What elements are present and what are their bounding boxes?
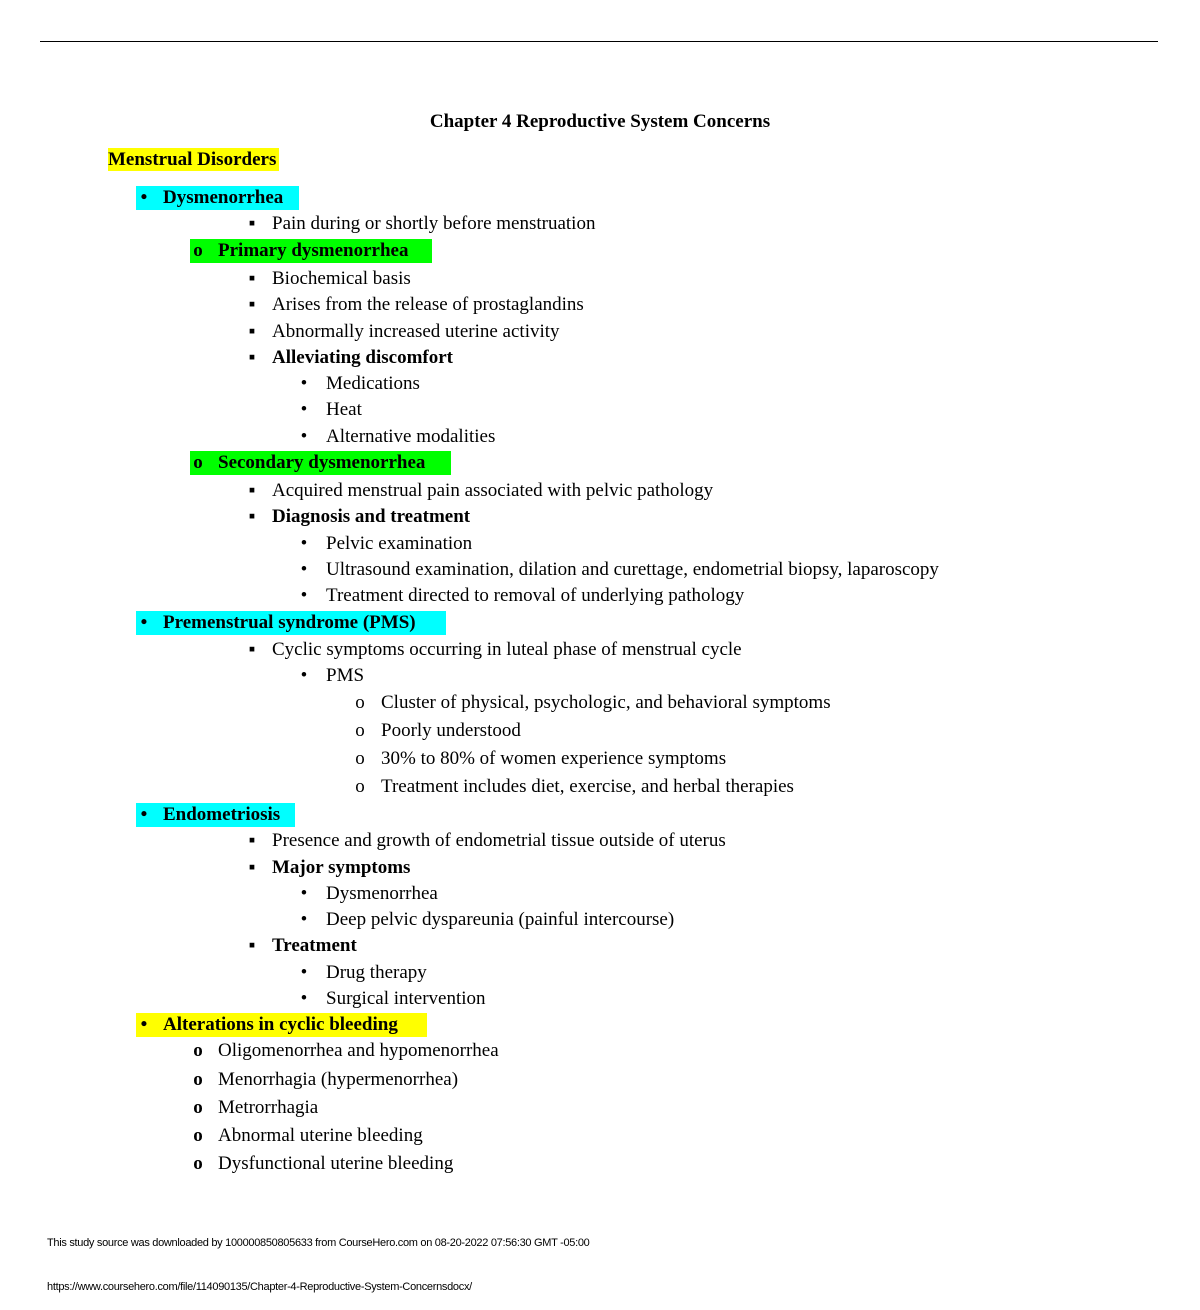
list-item-label: Abnormal uterine bleeding — [218, 1125, 423, 1146]
list-item-label: Premenstrual syndrome (PMS) — [163, 612, 416, 633]
list-item-label: Ultrasound examination, dilation and curettage, endometrial biopsy, laparoscopy — [326, 559, 939, 580]
disc-bullet-icon: • — [300, 909, 308, 930]
disc-bullet-icon: • — [140, 804, 148, 825]
list-item-label: Menorrhagia (hypermenorrhea) — [218, 1069, 459, 1090]
square-bullet-icon: ▪ — [248, 347, 256, 368]
disc-bullet-icon: • — [300, 533, 308, 554]
list-item-label: Secondary dysmenorrhea — [218, 452, 426, 473]
list-item-label: Abnormally increased uterine activity — [272, 321, 560, 342]
square-bullet-icon: ▪ — [248, 213, 256, 234]
square-bullet-icon: ▪ — [248, 506, 256, 527]
circle-bullet-icon: o — [355, 720, 365, 741]
list-item-label: Dysmenorrhea — [326, 883, 438, 904]
disc-bullet-icon: • — [140, 187, 148, 208]
disc-bullet-icon: • — [300, 988, 308, 1009]
list-item-label: Deep pelvic dyspareunia (painful intercourse) — [326, 909, 675, 930]
disc-bullet-icon: • — [300, 373, 308, 394]
footer-source: This study source was downloaded by 100000850805633 from CourseHero.com on 08-20-2022 07:56:30 GMT -05:00 — [47, 1237, 590, 1249]
page-title: Chapter 4 Reproductive System Concerns — [429, 111, 771, 132]
square-bullet-icon: ▪ — [248, 321, 256, 342]
section-heading — [108, 149, 279, 171]
circle-bullet-icon: o — [193, 452, 203, 473]
disc-bullet-icon: • — [300, 962, 308, 983]
list-item-label: Pain during or shortly before menstruation — [272, 213, 596, 234]
header-rule — [40, 41, 1158, 42]
square-bullet-icon: ▪ — [248, 480, 256, 501]
disc-bullet-icon: • — [300, 585, 308, 606]
list-item-label: Medications — [326, 373, 420, 394]
list-item-label: Oligomenorrhea and hypomenorrhea — [218, 1040, 499, 1061]
list-item-label: Diagnosis and treatment — [272, 506, 471, 527]
disc-bullet-icon: • — [300, 399, 308, 420]
circle-bullet-icon: o — [193, 1153, 203, 1174]
circle-bullet-icon: o — [355, 776, 365, 797]
square-bullet-icon: ▪ — [248, 935, 256, 956]
list-item-label: Biochemical basis — [272, 268, 411, 289]
circle-bullet-icon: o — [193, 1097, 203, 1118]
list-item-label: Treatment — [272, 935, 357, 956]
list-item-label: Alterations in cyclic bleeding — [163, 1014, 398, 1035]
list-item-label: Cyclic symptoms occurring in luteal phase of menstrual cycle — [272, 639, 742, 660]
list-item-label: Alternative modalities — [326, 426, 496, 447]
list-item-label: Dysmenorrhea — [163, 187, 284, 208]
disc-bullet-icon: • — [300, 426, 308, 447]
list-item-label: Poorly understood — [381, 720, 521, 741]
list-item-label: 30% to 80% of women experience symptoms — [381, 748, 727, 769]
list-item-label: Primary dysmenorrhea — [218, 240, 409, 261]
section-heading-text: Menstrual Disorders — [108, 148, 279, 171]
circle-bullet-icon: o — [193, 240, 203, 261]
disc-bullet-icon: • — [140, 612, 148, 633]
list-item-label: Dysfunctional uterine bleeding — [218, 1153, 454, 1174]
disc-bullet-icon: • — [300, 665, 308, 686]
list-item-label: Pelvic examination — [326, 533, 473, 554]
list-item-label: Presence and growth of endometrial tissue outside of uterus — [272, 830, 726, 851]
circle-bullet-icon: o — [355, 692, 365, 713]
list-item-label: Treatment includes diet, exercise, and herbal therapies — [381, 776, 794, 797]
list-item-label: Heat — [326, 399, 362, 420]
list-item-label: Acquired menstrual pain associated with pelvic pathology — [272, 480, 714, 501]
circle-bullet-icon: o — [355, 748, 365, 769]
list-item-label: Metrorrhagia — [218, 1097, 319, 1118]
square-bullet-icon: ▪ — [248, 294, 256, 315]
square-bullet-icon: ▪ — [248, 830, 256, 851]
circle-bullet-icon: o — [193, 1069, 203, 1090]
list-item-label: Major symptoms — [272, 857, 411, 878]
list-item-label: Treatment directed to removal of underlying pathology — [326, 585, 745, 606]
list-item-label: Arises from the release of prostaglandins — [272, 294, 584, 315]
disc-bullet-icon: • — [300, 559, 308, 580]
list-item-label: PMS — [326, 665, 365, 686]
footer-url[interactable]: https://www.coursehero.com/file/114090135/Chapter-4-Reproductive-System-Concernsdocx/ — [47, 1281, 472, 1293]
list-item-label: Drug therapy — [326, 962, 427, 983]
disc-bullet-icon: • — [140, 1014, 148, 1035]
list-item-label: Alleviating discomfort — [272, 347, 454, 368]
square-bullet-icon: ▪ — [248, 268, 256, 289]
disc-bullet-icon: • — [300, 883, 308, 904]
circle-bullet-icon: o — [193, 1125, 203, 1146]
list-item-label: Endometriosis — [163, 804, 281, 825]
circle-bullet-icon: o — [193, 1040, 203, 1061]
square-bullet-icon: ▪ — [248, 639, 256, 660]
list-item-label: Cluster of physical, psychologic, and behavioral symptoms — [381, 692, 831, 713]
list-item-label: Surgical intervention — [326, 988, 486, 1009]
square-bullet-icon: ▪ — [248, 857, 256, 878]
